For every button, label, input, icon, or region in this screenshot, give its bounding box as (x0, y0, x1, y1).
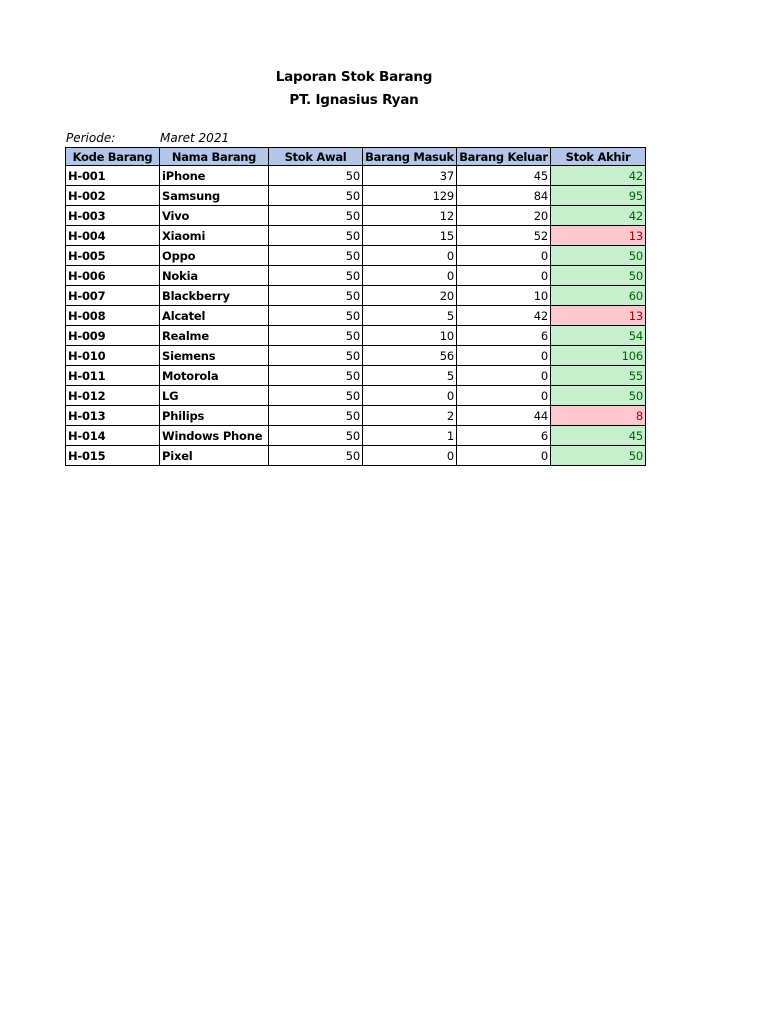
cell-barang-keluar: 52 (457, 226, 551, 246)
cell-kode-barang: H-005 (66, 246, 160, 266)
cell-nama-barang: Blackberry (160, 286, 269, 306)
cell-nama-barang: iPhone (160, 166, 269, 186)
cell-stok-akhir: 13 (551, 226, 646, 246)
report-title: Laporan Stok Barang (275, 69, 433, 85)
cell-kode-barang: H-006 (66, 266, 160, 286)
cell-barang-keluar: 6 (457, 326, 551, 346)
cell-barang-masuk: 0 (363, 446, 457, 466)
table-row (66, 346, 646, 366)
cell-barang-masuk: 20 (363, 286, 457, 306)
cell-stok-awal: 50 (269, 186, 363, 206)
table-row (66, 426, 646, 446)
cell-barang-masuk: 37 (363, 166, 457, 186)
cell-nama-barang: Nokia (160, 266, 269, 286)
cell-kode-barang: H-002 (66, 186, 160, 206)
cell-kode-barang: H-012 (66, 386, 160, 406)
cell-stok-awal: 50 (269, 326, 363, 346)
cell-barang-keluar: 0 (457, 266, 551, 286)
cell-barang-keluar: 10 (457, 286, 551, 306)
column-header-stok-akhir: Stok Akhir (551, 148, 646, 166)
company-name: PT. Ignasius Ryan (289, 92, 419, 108)
cell-kode-barang: H-007 (66, 286, 160, 306)
cell-nama-barang: Philips (160, 406, 269, 426)
cell-nama-barang: Windows Phone (160, 426, 269, 446)
column-header-stok-awal: Stok Awal (269, 148, 363, 166)
cell-stok-akhir: 50 (551, 246, 646, 266)
cell-barang-masuk: 0 (363, 386, 457, 406)
table-header-row (66, 148, 646, 166)
column-header-kode-barang: Kode Barang (66, 148, 160, 166)
cell-stok-awal: 50 (269, 246, 363, 266)
table-row (66, 286, 646, 306)
cell-barang-masuk: 56 (363, 346, 457, 366)
column-header-barang-keluar: Barang Keluar (457, 148, 551, 166)
cell-nama-barang: Vivo (160, 206, 269, 226)
table-row (66, 446, 646, 466)
table-row (66, 386, 646, 406)
cell-barang-masuk: 15 (363, 226, 457, 246)
table-row (66, 246, 646, 266)
cell-kode-barang: H-011 (66, 366, 160, 386)
cell-nama-barang: Pixel (160, 446, 269, 466)
cell-kode-barang: H-014 (66, 426, 160, 446)
cell-barang-keluar: 45 (457, 166, 551, 186)
cell-barang-masuk: 5 (363, 366, 457, 386)
cell-barang-masuk: 129 (363, 186, 457, 206)
cell-stok-akhir: 54 (551, 326, 646, 346)
period-label: Periode: (66, 131, 116, 145)
cell-kode-barang: H-001 (66, 166, 160, 186)
table-body (66, 166, 646, 466)
cell-stok-awal: 50 (269, 426, 363, 446)
stock-table (65, 147, 646, 466)
cell-nama-barang: Samsung (160, 186, 269, 206)
cell-barang-keluar: 0 (457, 246, 551, 266)
cell-stok-awal: 50 (269, 306, 363, 326)
cell-barang-keluar: 0 (457, 446, 551, 466)
cell-barang-keluar: 44 (457, 406, 551, 426)
cell-stok-akhir: 50 (551, 266, 646, 286)
table-row (66, 326, 646, 346)
cell-nama-barang: Realme (160, 326, 269, 346)
cell-stok-awal: 50 (269, 406, 363, 426)
cell-barang-keluar: 0 (457, 366, 551, 386)
cell-stok-akhir: 50 (551, 446, 646, 466)
cell-nama-barang: Xiaomi (160, 226, 269, 246)
cell-stok-akhir: 55 (551, 366, 646, 386)
cell-kode-barang: H-015 (66, 446, 160, 466)
column-header-barang-masuk: Barang Masuk (363, 148, 457, 166)
cell-kode-barang: H-003 (66, 206, 160, 226)
cell-barang-keluar: 0 (457, 346, 551, 366)
cell-barang-masuk: 10 (363, 326, 457, 346)
table-row (66, 266, 646, 286)
cell-stok-akhir: 42 (551, 206, 646, 226)
period-value: Maret 2021 (160, 131, 230, 145)
cell-stok-awal: 50 (269, 286, 363, 306)
table-row (66, 366, 646, 386)
cell-stok-akhir: 13 (551, 306, 646, 326)
cell-stok-akhir: 106 (551, 346, 646, 366)
cell-kode-barang: H-010 (66, 346, 160, 366)
cell-stok-awal: 50 (269, 206, 363, 226)
cell-nama-barang: Siemens (160, 346, 269, 366)
cell-stok-akhir: 42 (551, 166, 646, 186)
cell-nama-barang: Alcatel (160, 306, 269, 326)
table-row (66, 206, 646, 226)
cell-barang-keluar: 42 (457, 306, 551, 326)
cell-kode-barang: H-013 (66, 406, 160, 426)
cell-barang-keluar: 0 (457, 386, 551, 406)
cell-barang-keluar: 6 (457, 426, 551, 446)
cell-kode-barang: H-009 (66, 326, 160, 346)
cell-kode-barang: H-004 (66, 226, 160, 246)
cell-barang-masuk: 0 (363, 246, 457, 266)
cell-stok-awal: 50 (269, 386, 363, 406)
table-row (66, 186, 646, 206)
cell-stok-awal: 50 (269, 366, 363, 386)
table-row (66, 406, 646, 426)
cell-stok-awal: 50 (269, 226, 363, 246)
cell-stok-awal: 50 (269, 266, 363, 286)
table-row (66, 306, 646, 326)
cell-stok-akhir: 50 (551, 386, 646, 406)
cell-stok-akhir: 45 (551, 426, 646, 446)
cell-kode-barang: H-008 (66, 306, 160, 326)
table-row (66, 166, 646, 186)
cell-barang-keluar: 20 (457, 206, 551, 226)
cell-nama-barang: Oppo (160, 246, 269, 266)
cell-barang-masuk: 12 (363, 206, 457, 226)
column-header-nama-barang: Nama Barang (160, 148, 269, 166)
cell-barang-masuk: 1 (363, 426, 457, 446)
cell-barang-keluar: 84 (457, 186, 551, 206)
cell-stok-akhir: 60 (551, 286, 646, 306)
cell-stok-akhir: 95 (551, 186, 646, 206)
table-row (66, 226, 646, 246)
cell-barang-masuk: 0 (363, 266, 457, 286)
cell-stok-akhir: 8 (551, 406, 646, 426)
cell-nama-barang: LG (160, 386, 269, 406)
cell-barang-masuk: 2 (363, 406, 457, 426)
cell-stok-awal: 50 (269, 446, 363, 466)
cell-stok-awal: 50 (269, 346, 363, 366)
cell-nama-barang: Motorola (160, 366, 269, 386)
cell-barang-masuk: 5 (363, 306, 457, 326)
cell-stok-awal: 50 (269, 166, 363, 186)
